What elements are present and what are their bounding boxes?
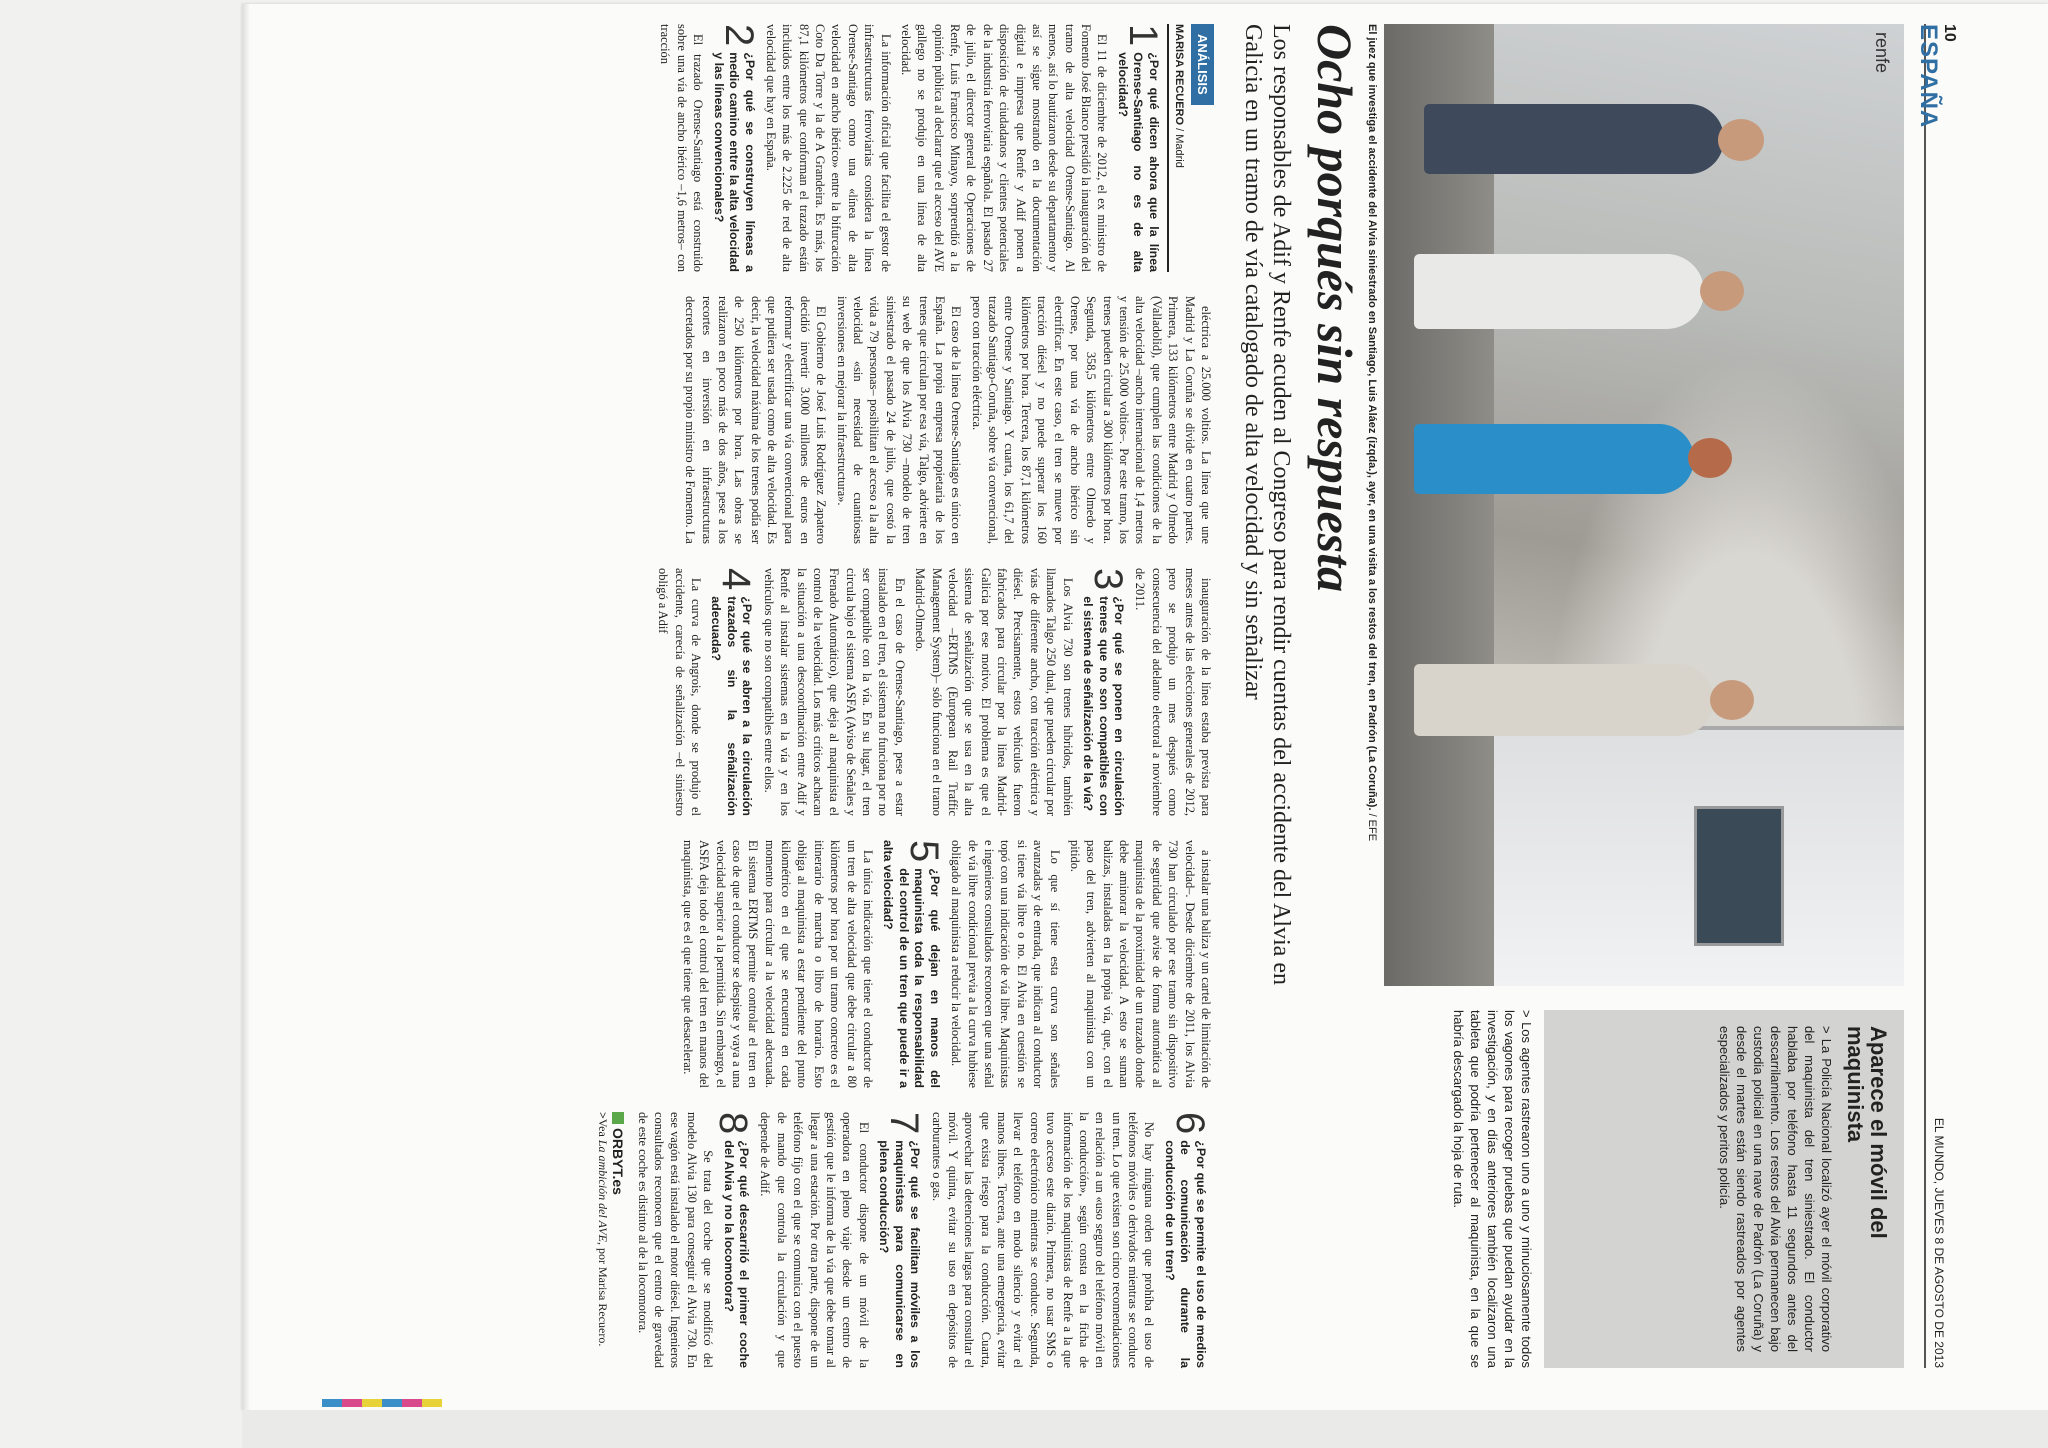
body-paragraph: a instalar una baliza y un cartel de limitación de velocidad–. Desde diciembre de 2011, los Alvia 730 han circulado por ese tramo sin dispositivo de seguridad que avise de forma automática al maquinista de la proximidad de un trazado donde debe aminorar la velocidad. A esto se suman balizas, instaladas en la propia vía, que, con el paso del tren, advierten al maquinista con un pitido.: [1068, 840, 1213, 1088]
orbyt-logo: ORBYT.es: [610, 1112, 626, 1368]
photo-person-head: [1700, 271, 1744, 311]
photo-person-head: [1718, 119, 1764, 161]
body-paragraph: El conductor dispone de un móvil de la operadora en pleno viaje desde un centro de gestión que le informa de la vía que debe tomar al llegar a una estación. Por otra parte, dispone de un teléfono fijo con el que se comunica con el puesto de mando que controla la circulación y que depende de Adif.: [758, 1112, 871, 1368]
scanner-bed: [242, 1410, 2048, 1448]
column-5: [594, 1112, 1214, 1368]
body-paragraph: Se trata del coche que se modificó del modelo Alvia 130 para conseguir el Alvia 730. En ese vagón está instalado el motor diésel. Ingenieros consultados reconocen que el centro de gravedad de este coche es distinto al de la locomotora.: [635, 1112, 716, 1368]
column-4: [676, 840, 1215, 1088]
body-paragraph: El caso de la línea Orense-Santiago es único en España. La propia empresa propietaria de los trenes que circulan por esa vía, Talgo, advierte en su web de que los Alvia 730 –modelo de tren siniestrado el pasado 24 de julio, que costó la vida a 79 personas– posibilitan el acceso a la alta velocidad «sin necesidad de cuantiosas inversiones en mejorar la infraestructura».: [834, 296, 964, 544]
promo-text: >Vea La ambición del AVE, por Marisa Recuero.: [596, 1112, 611, 1347]
caption-text: El juez que investiga el accidente del Alvia siniestrado en Santiago, Luis Aláez (izqda.), ayer, en una visita a los restos del tren, en Padrón (La Coruña).: [1366, 24, 1378, 811]
column-1: [653, 24, 1214, 272]
article-headline: Ocho porqués sin respuesta: [1307, 24, 1363, 593]
article-dek: Los responsables de Adif y Renfe acuden al Congreso para rendir cuentas del accidente del Alvia en Galicia en un tramo de vía catalogado de alta velocidad y sin señalizar: [1240, 24, 1294, 985]
print-color-bar: [322, 1399, 442, 1407]
body-paragraph: eléctrica a 25.000 voltios. La línea que une Madrid y La Coruña se divide en cuatro partes. Primera, 133 kilómetros entre Madrid y Olmedo (Valladolid), que cumplen las condiciones de la alta velocidad –ancho internacional de 1,4 metros y tensión de 25.000 voltios–. Por este tramo, los trenes pueden circular a 300 kilómetros por hora. Segunda, 358,5 kilómetros entre Olmedo y Orense, por una vía de ancho ibérico sin electrificar. En este caso, el tren se mueve por tracción diésel y no puede superar los 160 kilómetros por hora. Tercera, los 87,1 kilómetros entre Orense y Santiago. Y cuarta, los 61,7 del trazado Santiago-Coruña, sobre vía convencional, pero con tracción eléctrica.: [969, 296, 1213, 544]
sidebar-band: [1544, 1010, 1904, 1368]
orbyt-square-icon: [612, 1112, 624, 1124]
question-1: 1 ¿Por qué dicen ahora que la línea Orense-Santiago no es de alta velocidad?: [1116, 24, 1165, 272]
renfe-logo: renfe: [1872, 32, 1892, 74]
photo-person-head: [1688, 438, 1732, 478]
body-paragraph: En el caso de Orense-Santiago, pese a estar instalado en el tren, el sistema no funciona por no ser compatible con la vía. En su lugar, el tren circula bajo el sistema ASFA (Aviso de Señales y Frenado Automático), que deja al maquinista el control de la velocidad. Los más críticos achacan la situación a una descoordinación entre Adif y Renfe al instalar sistemas en la vía y en los vehículos que no son compatibles entre ellos.: [761, 568, 907, 816]
question-6: 6 ¿Por qué se permite el uso de medios de comunicación durante la conducción de un tren?: [1163, 1112, 1212, 1368]
photo-caption: [1366, 24, 1378, 986]
photo-person: [1414, 424, 1694, 494]
photo-person: [1414, 254, 1704, 329]
photo-person: [1424, 104, 1724, 174]
news-photo: [1384, 24, 1904, 986]
question-3: 3 ¿Por qué se ponen en circulación trenes que no son compatibles con el sistema de señalización de la vía?: [1081, 568, 1131, 816]
body-paragraph: El Gobierno de José Luis Rodríguez Zapatero decidió invertir 3.000 millones de euros en reformar y electrificar una vía convencional para que pudiera ser usada como de alta velocidad. Es decir, la velocidad máxima de los trenes podía ser de 250 kilómetros por hora. Las obras se realizaron en poco más de dos años, pese a los recortes en inversión en infraestructuras decretados por su propio ministro de Fomento. La: [683, 296, 829, 544]
sidebar-paragraph: > Los agentes rastrearon uno a uno y minuciosamente todos los vagones para recoger pruebas que puedan ayudar en la investigación, y en días anteriores también localizaron una tableta que podría pertenecer al maquinista, en la que se habría descargado la hoja de ruta.: [1451, 1010, 1534, 1368]
sidebar-title: Aparece el móvil del maquinista: [1842, 1026, 1891, 1239]
photo-person: [1414, 664, 1714, 736]
photo-train-window: [1694, 806, 1784, 946]
question-4: 4 ¿Por qué se abren a la circulación trazados sin la señalización adecuada?: [709, 568, 759, 816]
body-paragraph: La información oficial que facilita el gestor de infraestructuras ferroviarias considera la línea Orense-Santiago como una «línea de alta velocidad en ancho ibérico» entre la bifurcación Coto Da Torre y la de A Grandeira. Es más, los 87,1 kilómetros que conforman el trazado están incluidos entre los más de 2.225 de red de alta velocidad que hay en España.: [764, 24, 893, 272]
body-paragraph: La única indicación que tiene el conductor de un tren de alta velocidad que debe circular a 80 kilómetros por hora por un tramo concreto es el itinerario de marcha o libro de horario. Esto obliga al maquinista a estar pendiente del punto kilométrico en el que se encuentra en cada momento para circular a la velocidad adecuada. El sistema ERTMS permite controlar el tren en caso de que el conductor se despiste y vaya a una velocidad superior a la permitida. Sin embargo, el ASFA deja todo el control del tren en manos del maquinista, que es el que tiene que desacelerar.: [680, 840, 875, 1088]
body-paragraph: Los Alvia 730 son trenes híbridos, también llamados Talgo 250 dual, que pueden circular por vías de diferente ancho, con tracción eléctrica y diésel. Precisamente, estos vehículos fueron fabricados para circular por la línea Madrid-Galicia por ese motivo. El problema es que el sistema de señalización que se usa en la alta velocidad –ERTMS (European Rail Traffic Management System)– sólo funciona en el tramo Madrid-Olmedo.: [913, 568, 1075, 816]
page-header: [1915, 24, 1960, 1368]
photo-person-head: [1710, 680, 1754, 720]
sidebar-box: [1384, 1010, 1904, 1368]
section-title: ESPAÑA: [1915, 24, 1942, 129]
analysis-tag: ANÁLISIS: [1191, 24, 1214, 105]
article-body: [304, 24, 1214, 1368]
question-8: 8 ¿Por qué descarriló el primer coche del Alvia y no la locomotora?: [711, 1112, 756, 1368]
body-paragraph: El trazado Orense-Santiago está construido sobre una vía de ancho ibérico –1,6 metros– con tracción: [658, 24, 706, 272]
body-paragraph: Lo que sí tiene esta curva son señales avanzadas y de entrada, que indican al conductor si tiene vía libre o no. El Alvia en cuestión se topó con una indicación de vía libre. Maquinistas e ingenieros consultados reconocen que una señal de vía libre condicional previa a la curva hubiese obligado al maquinista a reducir la velocidad.: [949, 840, 1062, 1088]
body-paragraph: No hay ninguna orden que prohíba el uso de teléfonos móviles o derivados mientras se conduce un tren. Lo que existen son cinco recomendaciones en relación a un «uso seguro del teléfono móvil en la conducción», según consta en la ficha de información de los maquinistas de Renfe a la que tuvo acceso este diario. Primera, no usar SMS o correo electrónico mientras se conduce. Segunda, llevar el teléfono en modo silencio y evitar el manos libres. Tercera, ante una emergencia, evitar que exista riesgo para la conducción. Cuarta, aprovechar las detenciones largas para consultar el móvil. Y quinta, evitar su uso en depósitos de carburantes o gas.: [929, 1112, 1157, 1368]
body-paragraph: La curva de Angrois, donde se produjo el accidente, carecía de señalización –el siniestro obligó a Adif: [656, 568, 703, 816]
body-paragraph: El 11 de diciembre de 2012, el ex ministro de Fomento José Blanco presidió la inauguración del tramo de alta velocidad Orense-Santiago. Al menos, así lo bautizaron desde su departamento y así se sigue mostrando en la documentación digital e impresa que Renfe y Adif ponen a disposición de ciudadanos y clientes potenciales de la industria ferroviaria española. El pasado 27 de julio, el director general de Operaciones de Renfe, Luis Francisco Minayo, sorprendió a la opinión pública al declarar que el acceso del AVE gallego no se produjo en una línea de alta velocidad.: [899, 24, 1110, 272]
column-3: [651, 568, 1214, 816]
question-2: 2 ¿Por qué se construyen líneas a medio camino entre la alta velocidad y las líneas convencionales?: [711, 24, 761, 272]
question-7: 7 ¿Por qué se facilitan móviles a los maquinistas para comunicarse en plena conducción?: [877, 1112, 927, 1368]
byline: MARISA RECUERO / Madrid: [1167, 24, 1185, 272]
page-number: 10: [1941, 24, 1958, 42]
dateline: EL MUNDO, JUEVES 8 DE AGOSTO DE 2013: [1932, 1117, 1946, 1368]
question-5: 5 ¿Por qué dejan en manos del maquinista toda la responsabilidad del control de un tren que puede ir a alta velocidad?: [881, 840, 946, 1088]
column-2: [678, 296, 1214, 544]
caption-credit: / EFE: [1366, 810, 1378, 842]
sheet-edge-shadow: [242, 4, 250, 1410]
sidebar-paragraph: > La Policía Nacional localizó ayer el móvil corporativo del maquinista del tren siniestrado. El conductor hablaba por teléfono hasta 11 segundos antes del descarrilamiento. Los restos del Alvia permanecen bajo custodia policial en una nave de Padrón (La Coruña) y desde el martes están siendo rastreados por agentes especializados y peritos policía.: [1717, 1026, 1834, 1352]
body-paragraph: inauguración de la línea estaba prevista para meses antes de las elecciones generales de 2012, pero se produjo un mes después como consecuencia del adelanto electoral a noviembre de 2011.: [1133, 568, 1213, 816]
newspaper-page: [274, 0, 1974, 1392]
